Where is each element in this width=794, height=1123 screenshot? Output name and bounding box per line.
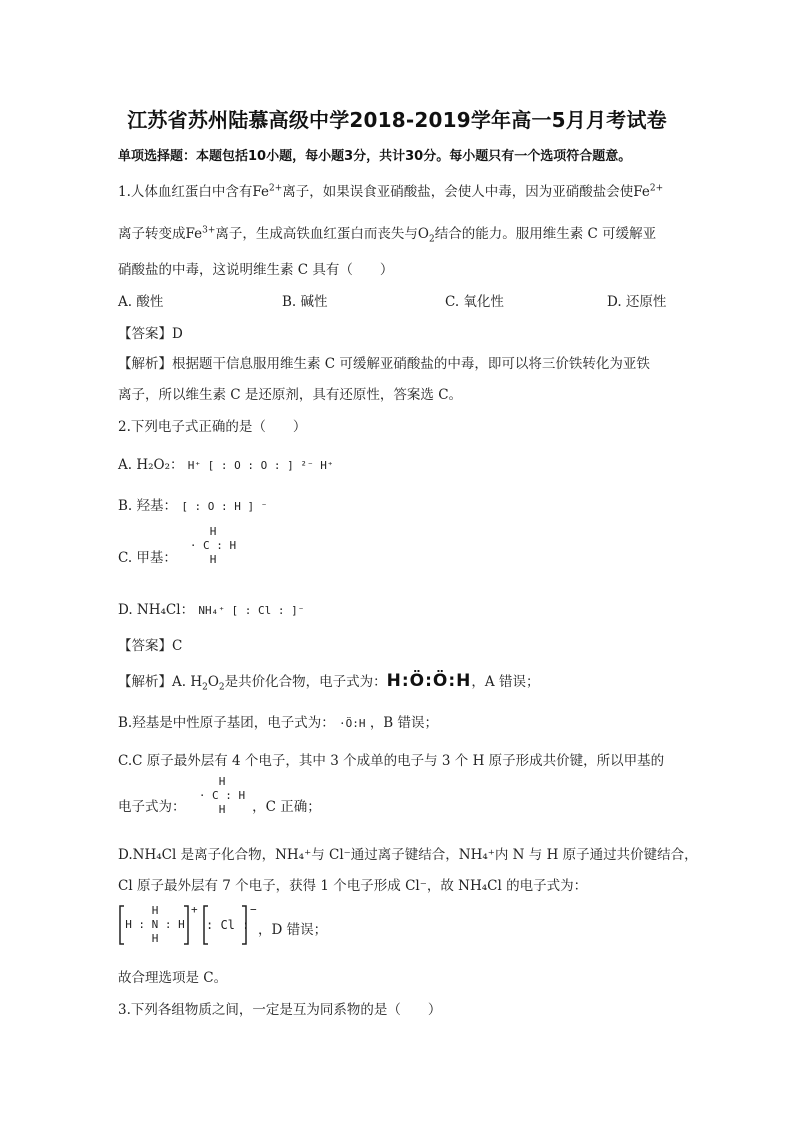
q2-option-b bbox=[118, 494, 267, 514]
analysis-text: B.羟基是中性原子基团，电子式为： bbox=[118, 715, 335, 731]
ammonium-formula bbox=[124, 904, 186, 946]
q2-analysis-d-line-1: D.NH₄Cl 是离子化合物，NH₄⁺与 Cl⁻通过离子键结合，NH₄⁺内 N 与 H 原子通过共价键结合， bbox=[118, 847, 698, 863]
q3-stem: 3.下列各组物质之间，一定是互为同系物的是（ ） bbox=[118, 1002, 442, 1018]
option-label: D. NH₄Cl： bbox=[118, 602, 195, 618]
formula-h-top: H bbox=[209, 525, 217, 538]
q1-option-a: A. 酸性 bbox=[118, 294, 164, 310]
q2-answer: 【答案】C bbox=[118, 638, 183, 654]
charge-plus: + bbox=[191, 903, 198, 916]
q1-analysis-line-1: 【解析】根据题干信息服用维生素 C 可缓解亚硝酸盐的中毒，即可以将三价铁转化为亚铁 bbox=[118, 356, 650, 372]
q1-analysis-line-2: 离子，所以维生素 C 是还原剂，具有还原性，答案选 C。 bbox=[118, 387, 463, 403]
methyl-electron-formula-answer bbox=[196, 775, 248, 817]
q2-analysis-d-end: ，D 错误； bbox=[258, 922, 328, 938]
q1-line-1 bbox=[118, 180, 663, 200]
q2-stem: 2.下列电子式正确的是（ ） bbox=[118, 419, 307, 435]
analysis-text: ，B 错误； bbox=[369, 715, 439, 731]
q2-analysis-a bbox=[118, 670, 539, 693]
formula-h-bottom: H bbox=[209, 553, 217, 566]
q2-option-c: C. 甲基： bbox=[118, 550, 177, 566]
q1-text: 1.人体血红蛋白中含有Fe bbox=[118, 184, 269, 200]
electron-formula: H⁺ [ : O : O : ] ²⁻ H⁺ bbox=[187, 459, 334, 472]
electron-formula: NH₄⁺ [ : Cl : ]⁻ bbox=[198, 604, 305, 617]
superscript: 2+ bbox=[649, 183, 664, 194]
subscript: 2 bbox=[428, 234, 435, 245]
q2-option-d bbox=[118, 598, 304, 618]
q1-line-2 bbox=[118, 222, 656, 245]
analysis-text: O bbox=[207, 674, 219, 690]
q2-analysis-c-line-1: C.C 原子最外层有 4 个电子，其中 3 个成单的电子与 3 个 H 原子形成共价键，所以甲基的 bbox=[118, 753, 665, 769]
q1-answer: 【答案】D bbox=[118, 326, 183, 342]
formula-h-bottom: H bbox=[218, 803, 226, 816]
formula-h-top: H bbox=[218, 775, 226, 788]
formula-c-row: · C : H bbox=[189, 539, 237, 552]
q1-option-d: D. 还原性 bbox=[607, 294, 667, 310]
option-label: B. 羟基： bbox=[118, 498, 178, 514]
electron-formula: H:Ö:Ö:H bbox=[386, 671, 472, 691]
q1-option-b: B. 碱性 bbox=[282, 294, 328, 310]
analysis-text: 是共价化合物，电子式为： bbox=[224, 674, 387, 690]
formula-n-row: H : N : H bbox=[125, 918, 185, 931]
q1-text: 离子转变成Fe bbox=[118, 226, 203, 242]
methyl-electron-formula bbox=[188, 525, 238, 567]
q2-analysis-b bbox=[118, 711, 438, 731]
q1-text: 结合的能力。服用维生素 C 可缓解亚 bbox=[434, 226, 657, 242]
page-title: 江苏省苏州陆慕高级中学2018-2019学年高一5月月考试卷 bbox=[127, 108, 667, 132]
q1-line-3: 硝酸盐的中毒，这说明维生素 C 具有（ ） bbox=[118, 262, 394, 278]
q1-text: 离子，如果误食亚硝酸盐，会使人中毒，因为亚硝酸盐会使Fe bbox=[282, 184, 650, 200]
chloride-formula: : Cl : bbox=[206, 918, 250, 932]
superscript: 2+ bbox=[269, 183, 283, 194]
analysis-text: ，A 错误； bbox=[471, 674, 540, 690]
q2-option-a bbox=[118, 453, 334, 473]
q2-conclusion: 故合理选项是 C。 bbox=[118, 970, 228, 986]
analysis-text: 电子式为： bbox=[118, 799, 186, 815]
electron-formula: ·Ö:H bbox=[339, 717, 366, 730]
q1-text: 离子，生成高铁血红蛋白而丧失与O bbox=[215, 226, 429, 242]
formula-h-top: H bbox=[151, 904, 159, 917]
formula-h-bottom: H bbox=[151, 932, 159, 945]
subscript: 2 bbox=[218, 682, 225, 693]
q2-analysis-d-line-2: Cl 原子最外层有 7 个电子，获得 1 个电子形成 Cl⁻，故 NH₄Cl 的电子式为： bbox=[118, 878, 588, 894]
analysis-text: ，C 正确； bbox=[252, 799, 321, 815]
option-label: A. H₂O₂： bbox=[118, 457, 184, 473]
q1-option-c: C. 氧化性 bbox=[445, 294, 504, 310]
superscript: 3+ bbox=[202, 225, 216, 236]
formula-c-row: · C : H bbox=[198, 789, 246, 802]
subscript: 2 bbox=[202, 682, 208, 693]
section-heading: 单项选择题：本题包括10小题，每小题3分，共计30分。每小题只有一个选项符合题意。 bbox=[118, 149, 632, 164]
analysis-text: 【解析】A. H bbox=[118, 674, 203, 690]
electron-formula: [ : O : H ] ⁻ bbox=[181, 500, 268, 513]
charge-minus: − bbox=[250, 903, 257, 916]
